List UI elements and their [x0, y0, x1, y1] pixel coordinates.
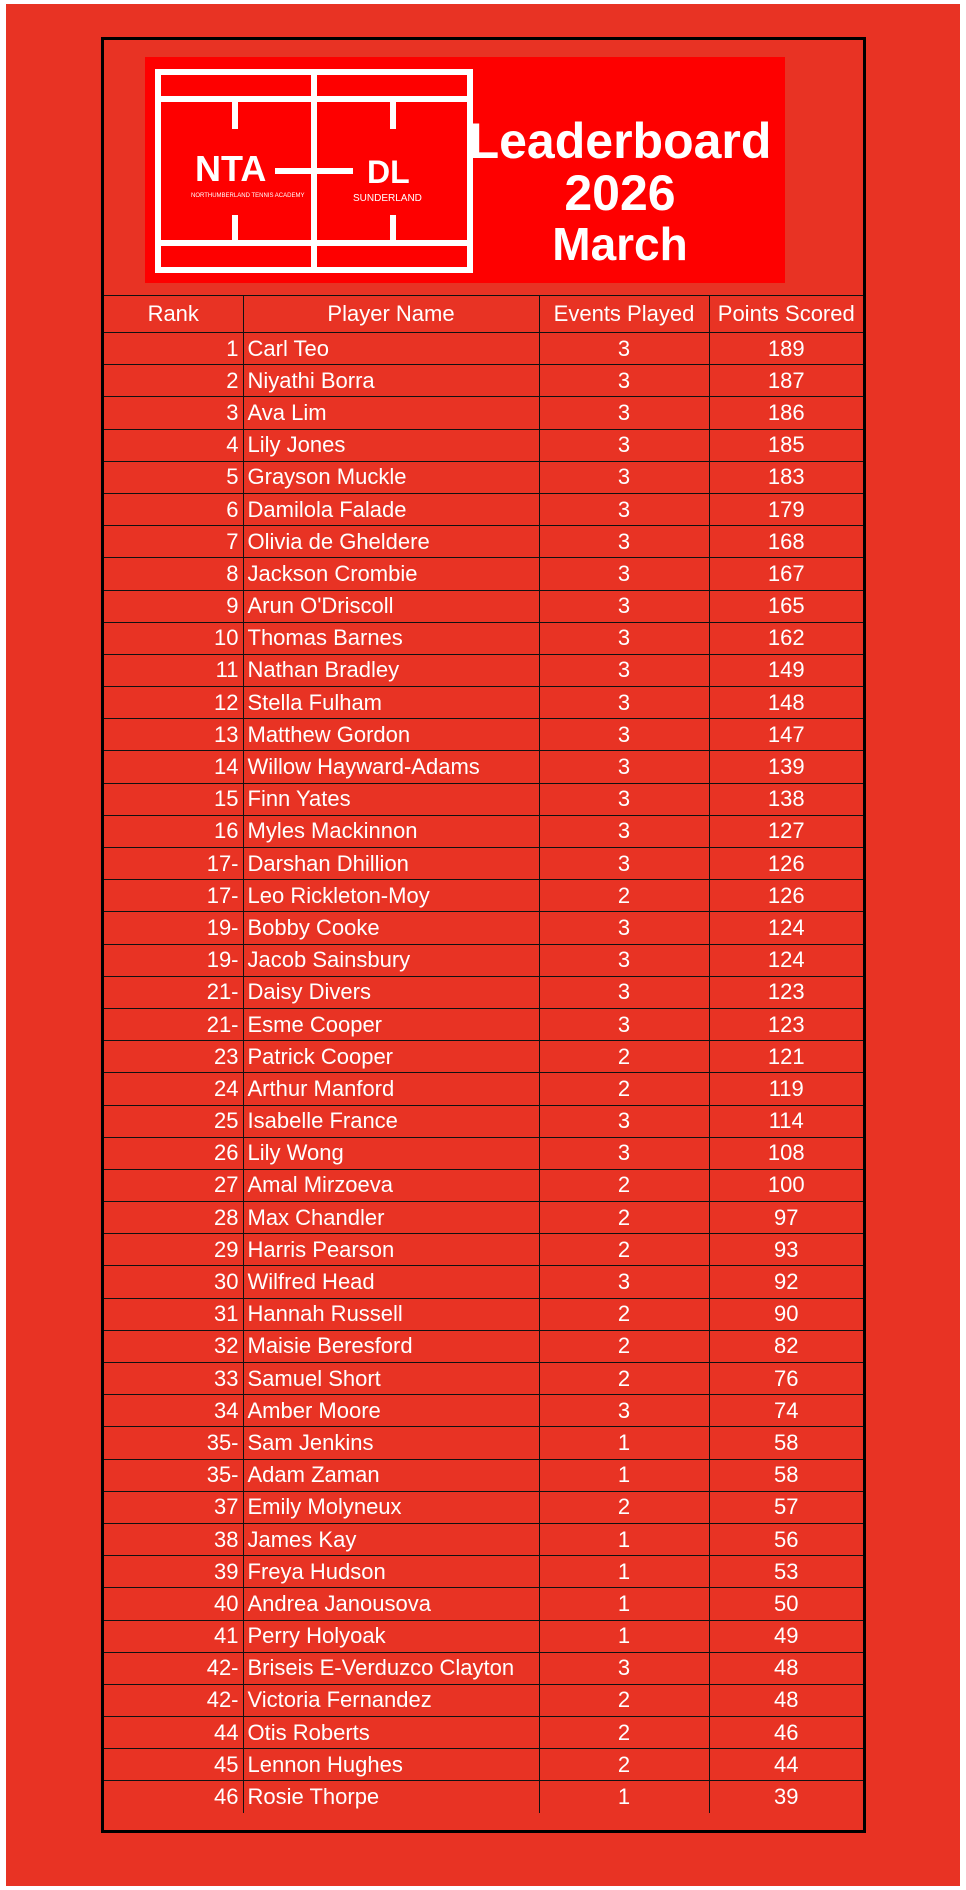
player-name-cell: Hannah Russell — [243, 1298, 539, 1330]
player-name-cell: Max Chandler — [243, 1202, 539, 1234]
points-scored-cell: 82 — [709, 1330, 863, 1362]
points-scored-cell: 44 — [709, 1749, 863, 1781]
table-row — [104, 1395, 863, 1427]
events-played-cell: 3 — [539, 751, 709, 783]
events-played-cell: 3 — [539, 461, 709, 493]
table-row — [104, 493, 863, 525]
player-name-cell: Thomas Barnes — [243, 622, 539, 654]
player-name-cell: Victoria Fernandez — [243, 1684, 539, 1716]
rank-cell: 17- — [104, 848, 243, 880]
rank-cell: 30 — [104, 1266, 243, 1298]
player-name-cell: Maisie Beresford — [243, 1330, 539, 1362]
banner-title: Leaderboard — [468, 113, 772, 169]
player-name-cell: Matthew Gordon — [243, 719, 539, 751]
table-row — [104, 461, 863, 493]
points-scored-cell: 162 — [709, 622, 863, 654]
events-played-cell: 3 — [539, 1008, 709, 1040]
rank-cell: 3 — [104, 397, 243, 429]
points-scored-cell: 139 — [709, 751, 863, 783]
player-name-cell: Patrick Cooper — [243, 1041, 539, 1073]
rank-cell: 19- — [104, 944, 243, 976]
table-row — [104, 1781, 863, 1813]
table-row — [104, 1588, 863, 1620]
player-name-cell: Nathan Bradley — [243, 654, 539, 686]
player-name-cell: Daisy Divers — [243, 976, 539, 1008]
player-name-cell: Darshan Dhillion — [243, 848, 539, 880]
nta-logo-text: NTA — [195, 148, 267, 189]
rank-cell: 33 — [104, 1363, 243, 1395]
events-played-cell: 2 — [539, 1298, 709, 1330]
player-name-cell: Isabelle France — [243, 1105, 539, 1137]
player-name-cell: Damilola Falade — [243, 493, 539, 525]
player-name-cell: Harris Pearson — [243, 1234, 539, 1266]
rank-cell: 26 — [104, 1137, 243, 1169]
points-scored-cell: 121 — [709, 1041, 863, 1073]
rank-cell: 42- — [104, 1652, 243, 1684]
player-name-cell: Ava Lim — [243, 397, 539, 429]
table-row — [104, 654, 863, 686]
points-scored-cell: 165 — [709, 590, 863, 622]
events-played-cell: 1 — [539, 1556, 709, 1588]
table-row — [104, 944, 863, 976]
player-name-cell: Niyathi Borra — [243, 365, 539, 397]
table-row — [104, 1137, 863, 1169]
table-row — [104, 1105, 863, 1137]
player-name-cell: James Kay — [243, 1523, 539, 1555]
player-name-cell: Finn Yates — [243, 783, 539, 815]
events-played-cell: 3 — [539, 1266, 709, 1298]
table-row — [104, 687, 863, 719]
points-scored-cell: 186 — [709, 397, 863, 429]
points-scored-cell: 127 — [709, 815, 863, 847]
rank-cell: 24 — [104, 1073, 243, 1105]
table-row — [104, 783, 863, 815]
events-played-cell: 3 — [539, 848, 709, 880]
page-background — [6, 4, 960, 1886]
table-row — [104, 526, 863, 558]
rank-cell: 5 — [104, 461, 243, 493]
player-name-cell: Stella Fulham — [243, 687, 539, 719]
table-row — [104, 1202, 863, 1234]
table-row — [104, 976, 863, 1008]
player-name-cell: Adam Zaman — [243, 1459, 539, 1491]
events-played-cell: 3 — [539, 783, 709, 815]
events-played-cell: 3 — [539, 558, 709, 590]
rank-cell: 41 — [104, 1620, 243, 1652]
table-row — [104, 1330, 863, 1362]
points-scored-cell: 58 — [709, 1459, 863, 1491]
rank-cell: 8 — [104, 558, 243, 590]
points-scored-cell: 138 — [709, 783, 863, 815]
points-scored-cell: 50 — [709, 1588, 863, 1620]
points-scored-cell: 97 — [709, 1202, 863, 1234]
events-played-cell: 3 — [539, 1105, 709, 1137]
events-played-cell: 3 — [539, 622, 709, 654]
table-row — [104, 1073, 863, 1105]
events-played-cell: 3 — [539, 333, 709, 365]
rank-cell: 19- — [104, 912, 243, 944]
rank-cell: 37 — [104, 1491, 243, 1523]
events-played-cell: 3 — [539, 815, 709, 847]
rank-cell: 44 — [104, 1717, 243, 1749]
points-scored-cell: 167 — [709, 558, 863, 590]
events-played-cell: 3 — [539, 976, 709, 1008]
points-scored-cell: 168 — [709, 526, 863, 558]
nta-logo-subtext: NORTHUMBERLAND TENNIS ACADEMY — [191, 193, 305, 199]
player-name-cell: Arun O'Driscoll — [243, 590, 539, 622]
table-body — [104, 333, 863, 1813]
events-played-cell: 3 — [539, 429, 709, 461]
table-row — [104, 1749, 863, 1781]
player-name-cell: Lennon Hughes — [243, 1749, 539, 1781]
rank-cell: 9 — [104, 590, 243, 622]
table-row — [104, 848, 863, 880]
events-played-cell: 2 — [539, 1073, 709, 1105]
table-row — [104, 622, 863, 654]
points-scored-cell: 189 — [709, 333, 863, 365]
events-played-cell: 3 — [539, 944, 709, 976]
table-row — [104, 1266, 863, 1298]
rank-cell: 46 — [104, 1781, 243, 1813]
table-row — [104, 1523, 863, 1555]
points-scored-cell: 147 — [709, 719, 863, 751]
points-scored-cell: 149 — [709, 654, 863, 686]
rank-cell: 1 — [104, 333, 243, 365]
rank-cell: 4 — [104, 429, 243, 461]
events-played-cell: 2 — [539, 1041, 709, 1073]
leaderboard-table — [104, 295, 863, 1813]
table-row — [104, 719, 863, 751]
table-row — [104, 880, 863, 912]
rank-cell: 29 — [104, 1234, 243, 1266]
points-scored-cell: 123 — [709, 1008, 863, 1040]
player-name-cell: Samuel Short — [243, 1363, 539, 1395]
rank-cell: 16 — [104, 815, 243, 847]
rank-cell: 39 — [104, 1556, 243, 1588]
player-name-cell: Lily Wong — [243, 1137, 539, 1169]
table-row — [104, 1234, 863, 1266]
leaderboard-panel — [101, 37, 866, 1833]
events-played-cell: 1 — [539, 1620, 709, 1652]
table-row — [104, 1684, 863, 1716]
table-row — [104, 1169, 863, 1201]
points-scored-cell: 46 — [709, 1717, 863, 1749]
events-played-cell: 3 — [539, 1652, 709, 1684]
player-name-cell: Jacob Sainsbury — [243, 944, 539, 976]
points-scored-cell: 183 — [709, 461, 863, 493]
rank-cell: 25 — [104, 1105, 243, 1137]
player-name-cell: Emily Molyneux — [243, 1491, 539, 1523]
points-scored-cell: 56 — [709, 1523, 863, 1555]
points-scored-cell: 114 — [709, 1105, 863, 1137]
rank-cell: 6 — [104, 493, 243, 525]
table-row — [104, 333, 863, 365]
dl-logo-text: DL — [367, 154, 410, 190]
rank-cell: 28 — [104, 1202, 243, 1234]
rank-cell: 45 — [104, 1749, 243, 1781]
points-scored-cell: 119 — [709, 1073, 863, 1105]
table-row — [104, 365, 863, 397]
points-scored-cell: 126 — [709, 848, 863, 880]
rank-cell: 21- — [104, 976, 243, 1008]
table-row — [104, 1491, 863, 1523]
points-scored-cell: 57 — [709, 1491, 863, 1523]
table-row — [104, 751, 863, 783]
points-scored-cell: 49 — [709, 1620, 863, 1652]
court-logo-graphic — [155, 69, 475, 275]
points-scored-cell: 58 — [709, 1427, 863, 1459]
rank-cell: 17- — [104, 880, 243, 912]
banner-year: 2026 — [564, 165, 676, 221]
points-scored-cell: 48 — [709, 1652, 863, 1684]
points-scored-cell: 179 — [709, 493, 863, 525]
table-header-row — [104, 296, 863, 333]
player-name-cell: Sam Jenkins — [243, 1427, 539, 1459]
events-played-cell: 1 — [539, 1588, 709, 1620]
rank-cell: 40 — [104, 1588, 243, 1620]
rank-cell: 14 — [104, 751, 243, 783]
events-played-cell: 2 — [539, 1169, 709, 1201]
player-name-cell: Rosie Thorpe — [243, 1781, 539, 1813]
player-name-cell: Andrea Janousova — [243, 1588, 539, 1620]
table-row — [104, 1717, 863, 1749]
events-played-cell: 3 — [539, 397, 709, 429]
points-scored-cell: 53 — [709, 1556, 863, 1588]
events-played-cell: 3 — [539, 654, 709, 686]
table-row — [104, 429, 863, 461]
points-scored-cell: 185 — [709, 429, 863, 461]
header-events-played: Events Played — [539, 296, 709, 333]
player-name-cell: Carl Teo — [243, 333, 539, 365]
events-played-cell: 2 — [539, 1684, 709, 1716]
table-row — [104, 1556, 863, 1588]
header-banner — [145, 57, 785, 283]
player-name-cell: Amal Mirzoeva — [243, 1169, 539, 1201]
events-played-cell: 2 — [539, 880, 709, 912]
events-played-cell: 2 — [539, 1330, 709, 1362]
events-played-cell: 1 — [539, 1459, 709, 1491]
table-row — [104, 1363, 863, 1395]
points-scored-cell: 48 — [709, 1684, 863, 1716]
rank-cell: 35- — [104, 1459, 243, 1491]
player-name-cell: Esme Cooper — [243, 1008, 539, 1040]
banner-title-block — [465, 115, 775, 269]
player-name-cell: Freya Hudson — [243, 1556, 539, 1588]
player-name-cell: Lily Jones — [243, 429, 539, 461]
table-row — [104, 1008, 863, 1040]
player-name-cell: Otis Roberts — [243, 1717, 539, 1749]
dl-logo-subtext: SUNDERLAND — [353, 193, 422, 204]
events-played-cell: 3 — [539, 493, 709, 525]
points-scored-cell: 187 — [709, 365, 863, 397]
events-played-cell: 2 — [539, 1202, 709, 1234]
rank-cell: 42- — [104, 1684, 243, 1716]
rank-cell: 31 — [104, 1298, 243, 1330]
points-scored-cell: 108 — [709, 1137, 863, 1169]
events-played-cell: 3 — [539, 912, 709, 944]
events-played-cell: 2 — [539, 1363, 709, 1395]
header-points-scored: Points Scored — [709, 296, 863, 333]
events-played-cell: 3 — [539, 365, 709, 397]
rank-cell: 15 — [104, 783, 243, 815]
rank-cell: 12 — [104, 687, 243, 719]
table-row — [104, 397, 863, 429]
player-name-cell: Perry Holyoak — [243, 1620, 539, 1652]
table-row — [104, 1041, 863, 1073]
rank-cell: 7 — [104, 526, 243, 558]
table-row — [104, 912, 863, 944]
rank-cell: 34 — [104, 1395, 243, 1427]
rank-cell: 13 — [104, 719, 243, 751]
rank-cell: 38 — [104, 1523, 243, 1555]
table-row — [104, 558, 863, 590]
points-scored-cell: 76 — [709, 1363, 863, 1395]
rank-cell: 23 — [104, 1041, 243, 1073]
player-name-cell: Arthur Manford — [243, 1073, 539, 1105]
points-scored-cell: 90 — [709, 1298, 863, 1330]
events-played-cell: 3 — [539, 1137, 709, 1169]
player-name-cell: Briseis E-Verduzco Clayton — [243, 1652, 539, 1684]
events-played-cell: 1 — [539, 1781, 709, 1813]
events-played-cell: 3 — [539, 590, 709, 622]
table-row — [104, 590, 863, 622]
events-played-cell: 3 — [539, 526, 709, 558]
player-name-cell: Jackson Crombie — [243, 558, 539, 590]
table-row — [104, 1652, 863, 1684]
events-played-cell: 1 — [539, 1523, 709, 1555]
events-played-cell: 3 — [539, 687, 709, 719]
rank-cell: 11 — [104, 654, 243, 686]
events-played-cell: 2 — [539, 1491, 709, 1523]
points-scored-cell: 148 — [709, 687, 863, 719]
table-row — [104, 815, 863, 847]
header-rank: Rank — [104, 296, 243, 333]
events-played-cell: 2 — [539, 1234, 709, 1266]
points-scored-cell: 92 — [709, 1266, 863, 1298]
events-played-cell: 1 — [539, 1427, 709, 1459]
points-scored-cell: 123 — [709, 976, 863, 1008]
rank-cell: 35- — [104, 1427, 243, 1459]
table-row — [104, 1459, 863, 1491]
table-row — [104, 1298, 863, 1330]
header-player-name: Player Name — [243, 296, 539, 333]
player-name-cell: Amber Moore — [243, 1395, 539, 1427]
points-scored-cell: 39 — [709, 1781, 863, 1813]
player-name-cell: Bobby Cooke — [243, 912, 539, 944]
player-name-cell: Wilfred Head — [243, 1266, 539, 1298]
rank-cell: 27 — [104, 1169, 243, 1201]
rank-cell: 2 — [104, 365, 243, 397]
table-row — [104, 1620, 863, 1652]
player-name-cell: Olivia de Gheldere — [243, 526, 539, 558]
rank-cell: 10 — [104, 622, 243, 654]
points-scored-cell: 126 — [709, 880, 863, 912]
player-name-cell: Myles Mackinnon — [243, 815, 539, 847]
points-scored-cell: 93 — [709, 1234, 863, 1266]
points-scored-cell: 74 — [709, 1395, 863, 1427]
rank-cell: 21- — [104, 1008, 243, 1040]
player-name-cell: Leo Rickleton-Moy — [243, 880, 539, 912]
table-row — [104, 1427, 863, 1459]
rank-cell: 32 — [104, 1330, 243, 1362]
player-name-cell: Willow Hayward-Adams — [243, 751, 539, 783]
points-scored-cell: 124 — [709, 944, 863, 976]
events-played-cell: 3 — [539, 1395, 709, 1427]
points-scored-cell: 124 — [709, 912, 863, 944]
events-played-cell: 3 — [539, 719, 709, 751]
player-name-cell: Grayson Muckle — [243, 461, 539, 493]
events-played-cell: 2 — [539, 1717, 709, 1749]
events-played-cell: 2 — [539, 1749, 709, 1781]
points-scored-cell: 100 — [709, 1169, 863, 1201]
banner-month: March — [552, 218, 688, 270]
